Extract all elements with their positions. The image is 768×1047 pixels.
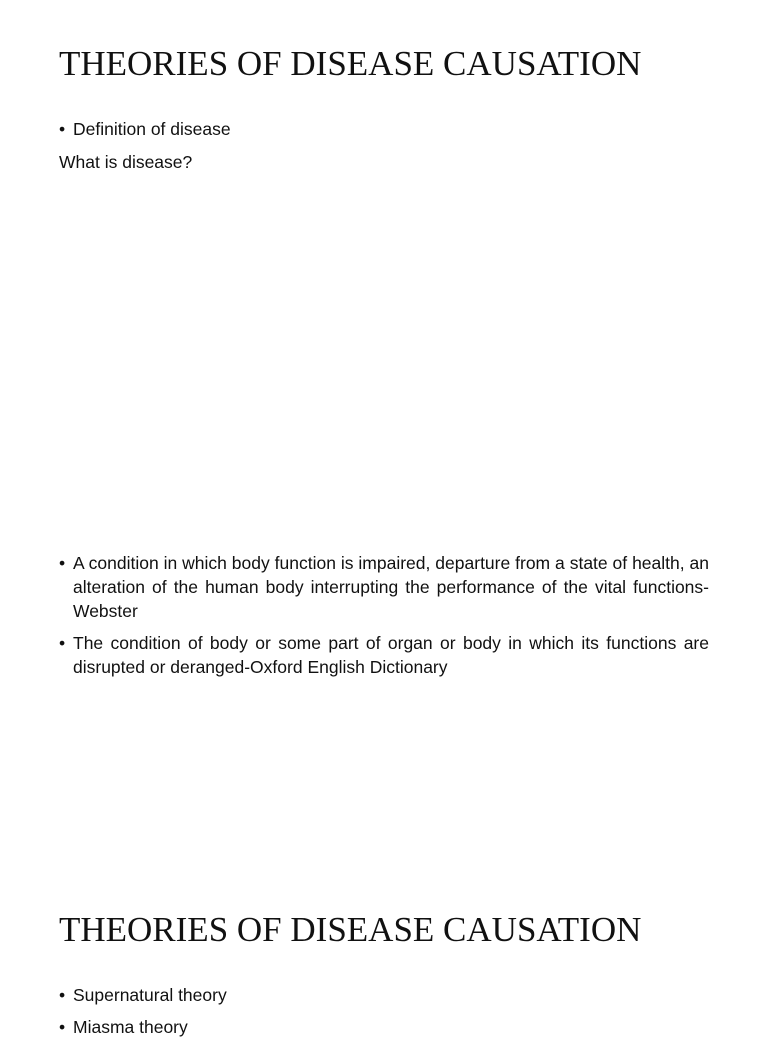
slide-1-subtext: What is disease? [59, 152, 193, 172]
slide-2-bullet-list [59, 551, 709, 687]
slide-3-title: THEORIES OF DISEASE CAUSATION [59, 910, 642, 949]
bullet-text: Definition of disease [73, 119, 231, 139]
slide-1-bullet-list [59, 117, 709, 149]
bullet-dot: • [59, 119, 66, 139]
bullet-item [59, 1015, 709, 1039]
bullet-text: Supernatural theory [73, 985, 227, 1005]
bullet-item [59, 117, 709, 141]
bullet-dot: • [59, 1017, 66, 1037]
bullet-dot: • [59, 985, 66, 1005]
bullet-item [59, 983, 709, 1007]
bullet-text: The condition of body or some part of organ or body in which its functions are disrupted or deranged-Oxford English Dictionary [73, 633, 709, 677]
bullet-dot: • [59, 553, 66, 573]
bullet-text: Miasma theory [73, 1017, 188, 1037]
bullet-dot: • [59, 633, 66, 653]
slide-3-bullet-list [59, 983, 709, 1047]
slide-1-title: THEORIES OF DISEASE CAUSATION [59, 44, 642, 83]
bullet-text: A condition in which body function is impaired, departure from a state of health, an alteration of the human body interrupting the performance of the vital functions-Webster [73, 553, 709, 621]
bullet-item [59, 631, 709, 679]
bullet-item [59, 551, 709, 623]
